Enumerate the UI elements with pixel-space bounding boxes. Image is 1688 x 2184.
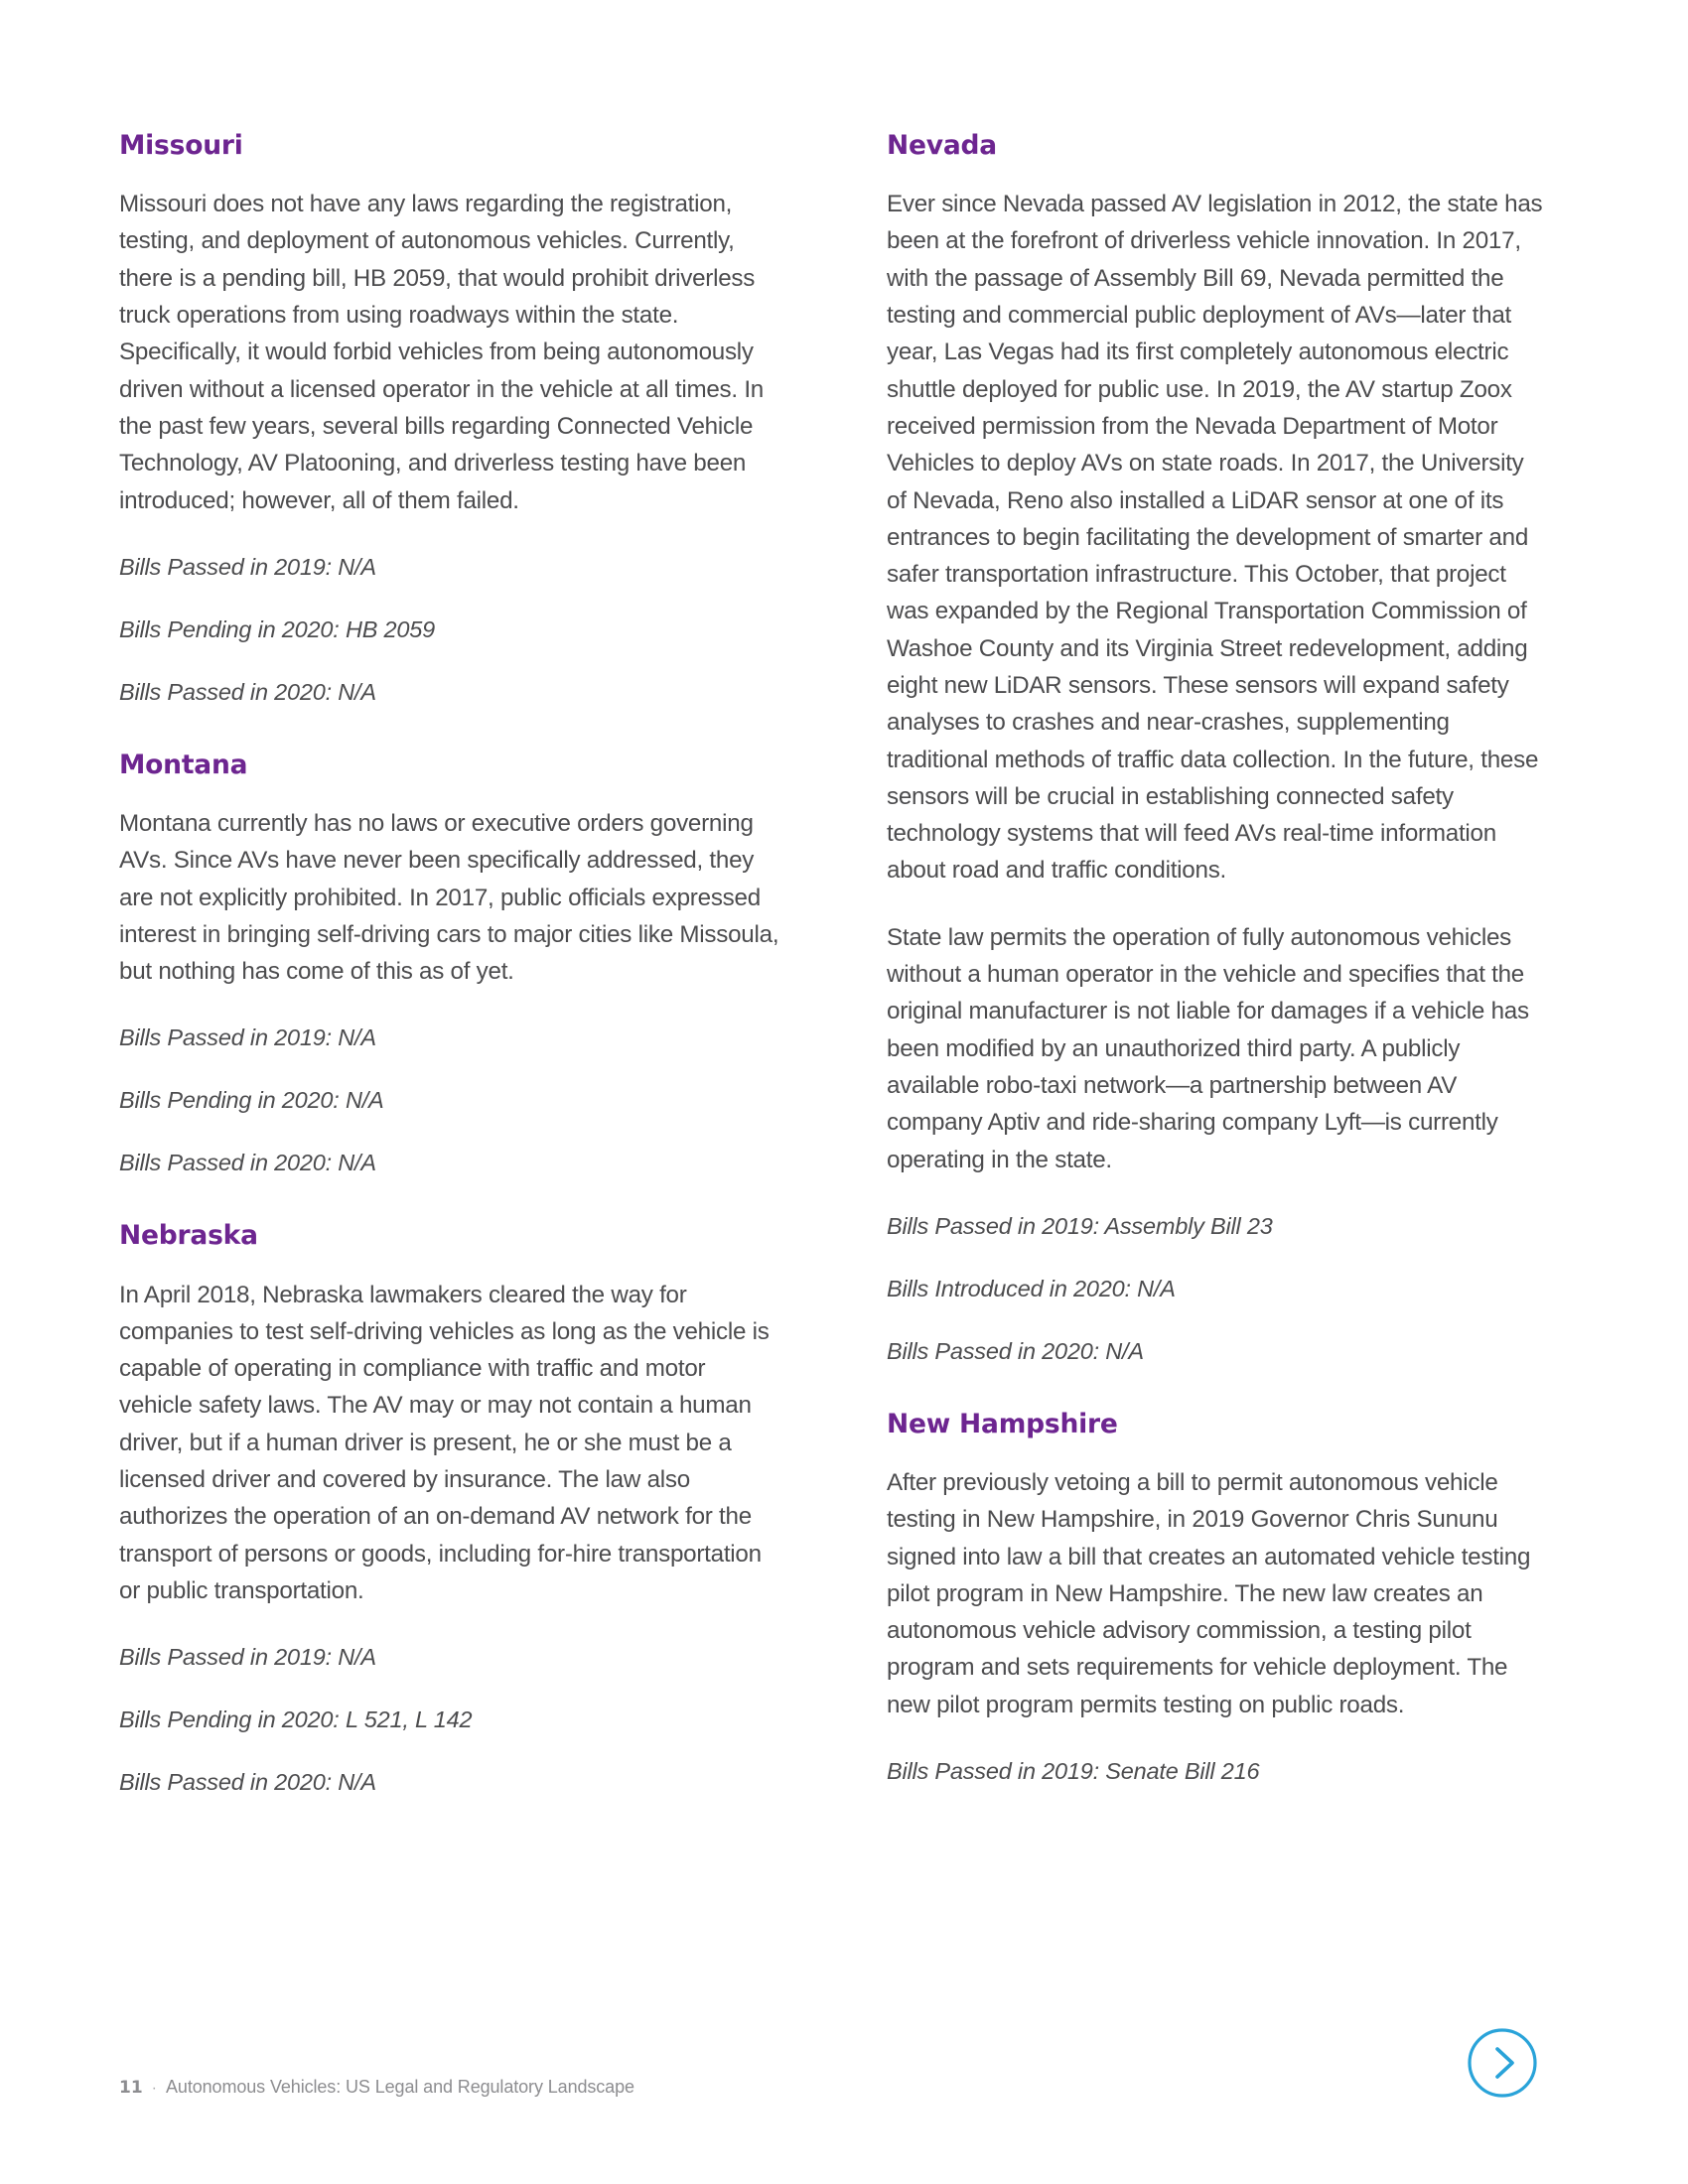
state-section	[119, 1221, 781, 1801]
bill-status-line: Bills Pending in 2020: HB 2059	[119, 615, 435, 642]
next-page-button[interactable]	[1467, 2027, 1538, 2099]
state-section	[887, 131, 1549, 1370]
state-section	[119, 131, 781, 711]
bill-status-line: Bills Passed in 2019: Assembly Bill 23	[887, 1212, 1273, 1239]
bill-status-line: Bills Passed in 2020: N/A	[119, 678, 376, 705]
footer-document-title: Autonomous Vehicles: US Legal and Regulatory Landscape	[166, 2077, 634, 2097]
page-footer	[119, 2077, 634, 2098]
left-column	[119, 131, 781, 1827]
page-columns	[119, 131, 1549, 1827]
bill-status-line: Bills Passed in 2020: N/A	[119, 1769, 376, 1796]
right-column	[887, 131, 1549, 1827]
bill-status-line: Bills Passed in 2020: N/A	[887, 1337, 1144, 1364]
footer-page-number: 11	[119, 2078, 143, 2098]
state-section	[887, 1410, 1549, 1790]
bill-status-line: Bills Passed in 2019: Senate Bill 216	[887, 1758, 1260, 1785]
state-heading: Montana	[119, 749, 248, 780]
state-section	[119, 751, 781, 1182]
body-paragraph: State law permits the operation of fully autonomous vehicles without a human operator in the vehicle and specifies that the original manufacturer is not liable for damages if a vehicle has been modified by an unauthorized third party. A publicly available robo-taxi network—a partnership between AV company Aptiv and ride-sharing company Lyft—is currently operating in the state.	[887, 923, 1529, 1173]
body-paragraph: After previously vetoing a bill to permit autonomous vehicle testing in New Hampshire, in 2019 Governor Chris Sununu signed into law a bill that creates an automated vehicle testing pilot program in New Hampshire. The new law creates an autonomous vehicle advisory commission, a testing pilot program and sets requirements for vehicle deployment. The new pilot program permits testing on public roads.	[887, 1469, 1531, 1718]
bill-status-line: Bills Introduced in 2020: N/A	[887, 1275, 1176, 1301]
state-heading: Nebraska	[119, 1220, 258, 1252]
body-paragraph: Missouri does not have any laws regarding the registration, testing, and deployment of autonomous vehicles. Currently, there is a pending bill, HB 2059, that would prohibit driverless truck operations from using roadways within the state. Specifically, it would forbid vehicles from being autonomously driven without a licensed operator in the vehicle at all times. In the past few years, several bills regarding Connected Vehicle Technology, AV Platooning, and driverless testing have been introduced; however, all of them failed.	[119, 191, 765, 514]
state-heading: New Hampshire	[887, 1408, 1118, 1439]
footer-separator-dot: ·	[151, 2080, 157, 2097]
state-heading: Missouri	[119, 130, 243, 161]
bill-status-line: Bills Passed in 2019: N/A	[119, 553, 376, 580]
body-paragraph: Ever since Nevada passed AV legislation in 2012, the state has been at the forefront of driverless vehicle innovation. In 2017, with the passage of Assembly Bill 69, Nevada permitted the testing and commercial public deployment of AVs—later that year, Las Vegas had its first completely autonomous electric shuttle deployed for public use. In 2019, the AV startup Zoox received permission from the Nevada Department of Motor Vehicles to deploy AVs on state roads. In 2017, the University of Nevada, Reno also installed a LiDAR sensor at one of its entrances to begin facilitating the development of smarter and safer transportation infrastructure. This October, that project was expanded by the Regional Transportation Commission of Washoe County and its Virginia Street redevelopment, adding eight new LiDAR sensors. These sensors will expand safety analyses to crashes and near-crashes, supplementing traditional methods of traffic data collection. In the future, these sensors will be crucial in establishing connected safety technology systems that will feed AVs real-time information about road and traffic conditions.	[887, 191, 1543, 885]
body-paragraph: Montana currently has no laws or executive orders governing AVs. Since AVs have never been specifically addressed, they are not explicitly prohibited. In 2017, public officials expressed interest in bringing self-driving cars to major cities like Missoula, but nothing has come of this as of yet.	[119, 809, 779, 986]
bill-status-line: Bills Pending in 2020: L 521, L 142	[119, 1706, 473, 1733]
bill-status-line: Bills Pending in 2020: N/A	[119, 1087, 384, 1114]
bill-status-line: Bills Passed in 2019: N/A	[119, 1024, 376, 1051]
state-heading: Nevada	[887, 130, 997, 161]
bill-status-line: Bills Passed in 2019: N/A	[119, 1644, 376, 1671]
chevron-right-icon	[1467, 2027, 1538, 2099]
body-paragraph: In April 2018, Nebraska lawmakers cleared the way for companies to test self-driving vehicles as long as the vehicle is capable of operating in compliance with traffic and motor vehicle safety laws. The AV may or may not contain a human driver, but if a human driver is present, he or she must be a licensed driver and covered by insurance. The law also authorizes the operation of an on-demand AV network for the transport of persons or goods, including for-hire transportation or public transportation.	[119, 1281, 770, 1604]
bill-status-line: Bills Passed in 2020: N/A	[119, 1150, 376, 1176]
